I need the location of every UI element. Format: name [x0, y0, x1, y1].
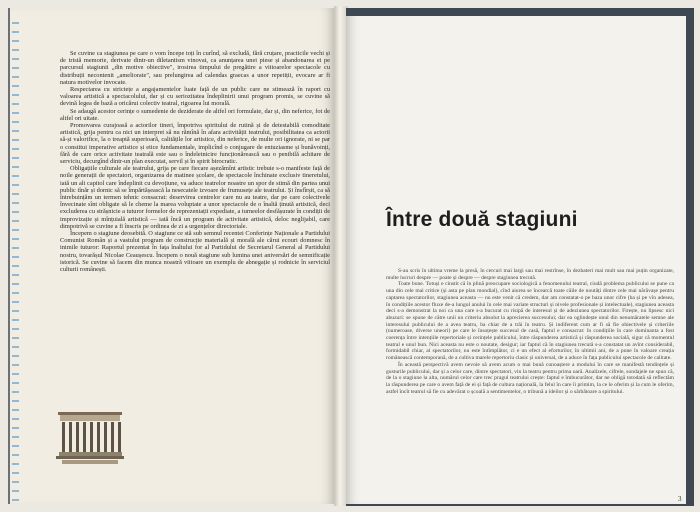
left-paragraph: Obligațiile culturale ale teatrului, grija pe care fiecare așezămînt artistic trebuie s-o manifeste față de noile generații de spectatori, organizarea de matinee școlare, de spectacole închinate exclusiv tineretului, iată un alt capitol care îndeplinit cu devoțiune, va aduce teatrelor noastre un spor de stimă din partea unui public tînăr și dornic să se împărtășească la nesecatele izvoare de frumusețe ale teatrului. Și însfîrșit, ca să întrebuințăm un termen tehnic consacrat: deservirea centrelor care nu au teatre, dar pe care colectivele învecinate sînt obligate să le cheme la marea voluptate a unor spectacole de o înaltă ținută artistică, deci excluderea cu strășnicie a tuturor formelor de reprezentații expediate, a turneelor desfășurate în condiții de improvizație și mînțuială artistică — iată încă un program de activitate artistică, deloc neglijabil, care dimpotrivă se cuvine a fi înscris pe ordinea de zi a urgențelor directoriale.: [60, 165, 331, 230]
right-paragraph: În această perspectivă avem nevoie să avem acum o mai bună cunoaștere a modului în care se manifestă tendințele și gusturile publicului, dar și a celor care, dintre spectatori, vin la teatru pentru prima oară. Analizele, cifrele, sondajele ne spun că, de la o stagiune la alta, numărul celor care trec pragul teatrului crește: faptul e îmbucurător, dar ne obligă totodată să reflectăm la răspunderea pe care o avem față de ei și față de cultura națională, la felul în care îi primim, la ce le oferim și la cum le oferim, astfel încît teatrul să fie cu adevărat o școală a sentimentelor, o tribună a ideilor și o sărbătoare a spiritului.: [386, 361, 674, 395]
binding-margin: [12, 22, 19, 502]
right-page: [346, 8, 686, 504]
left-paragraph: Se adaugă acestor cerințe o sumedenie de deziderate de altfel ori formulate, dar și, din neferice, fot de altfel ori uitate.: [60, 107, 330, 122]
right-paragraph: S-au scris în ultima vreme la presă, în cercuri mai largi sau mai restrînse, în dezbateri mai mult sau mai puțin organizate, multe lucruri despre — poate și despre — despre stagiunea trecută.: [386, 268, 674, 281]
left-page: [8, 8, 336, 504]
left-page-body: [60, 50, 330, 273]
right-paragraph: Toate bune. Totuși e cinstit că în plină preocupare sociologică a fenomenului teatral, ciudă problema publicului se pune ca una din cele mai critice (și asta pe plan mondial), cînd aiurea se încearcă toate căile de noutăți dintre cele mai nărăvașe pentru captarea spectatorilor, stagiunea aceasta — nu este venit că credem, dar am constatat-o pe baza unor cifre (ba și pe vîn adesea, în condițiile acestor fluxe de-a lungul anului în cele mai variate structuri și nivele profesionale și intelectuale), stagiunea aceasta deci s-a demonstrat la noi ca una care s-a bucurat cu risipă de interesul și de adeziunea spectatorilor. Firește, nu lipsesc nici abuzuri: se spune de către unii un criteriu absolut la aprecierea succesului; dar ea oglindește unul din nenumăratele semne ale interesului publicului de a avea teatru, ba chiar de a trăi în teatru. Și indiferent cum ar fi să fie obiectivele și criteriile (numeroase, diverse uneori) pe care le însoțește succesul de casă, faptul e consacrat: în condițiile în care dominanta a fost coerența între intențiile repertoriale și cerințele publicului, între răspunderea artistică și răspunderea socială, sigur că momentul teatral e unul bun. Nici aceasta nu este o noutate, desigur; iar faptul că în stagiunea trecută s-a constatat un avînt considerabil, formidabil chiar, al spectatorilor, nu este întîmplător, ci e un efect al eforturilor, în ultimii ani, de a pune în valoare creația românească contemporană, de a cultiva marele repertoriu clasic și universal, de a aduce în fața publicului spectacole de calitate.: [386, 281, 674, 362]
left-paragraph: Promovarea curajoasă a actorilor tineri, împotriva spiritului de rutină și de detestabilă comoditate artistică, grija pentru ca nici un interpret să nu rămînă în afara activității teatrului, posibilitatea ca actorii să-și valorifice, la o treaptă superioară, calitățile lor artistice, din neferice, de multe ori ignorate, ni se par o constitui imperative artistice și etice fundamentale, implicînd o conjugare de entuziasme și bunăvoinți, fără de care orice activitate teatrală este sau o îndeletnicire funcționărească sau o penibilă achitare de serviciu, decurgînd dintr-un plan executat, servil și în spirit birocratic.: [60, 122, 330, 166]
left-paragraph: Începem o stagiune deosebită. O stagiune ce stă sub semnul recentei Conferințe Naționale a Partidului Comunist Român și a vastului program de construcție materială și morală ale cărui ecouri domnesc în inimile tuturor: Raportul prezentat în fața înaltului for al Partidului de Secretarul General al Partidului nostru, tovarășul Nicolae Ceaușescu. Începem o nouă stagiune sub lumina unei aniversări de semnificație istorică. Se cuvine să facem din munca noastră viitoare un exemplu de abnegație și rodnicie în serviciul culturii românești.: [60, 230, 330, 274]
cover-band: [346, 8, 686, 16]
article-title: Între două stagiuni: [386, 208, 578, 231]
left-paragraph: Respectarea cu strictețe a angajamentelor luate față de un public care ne stimează în raport cu valoarea artistică a spectacolului, dar și cu seriozitatea îndeplinirii unui program promis, se cuvine să devină legea de bază a oricărui colectiv teatral, rigoarea lui morală.: [60, 86, 330, 108]
theater-building-illustration: [56, 408, 124, 468]
right-page-body: [386, 268, 674, 395]
left-paragraph: Se cuvine ca stagiunea pe care o vom începe toți în curînd, să excludă, fără cruțare, practicile vechi și de tristă memorie, derivate dintr-un diletantism vinovat, ca anunțarea unei piese și abandonarea ei pe parcursul stagiunii „din motive obiective", irosirea timpului de pregătire a viitoarelor spectacole cu distribuții necontenit „ameliorate", sau prelungirea ad calendas graecas a unor repetiții, evocare ar fi natura motivelor invocate.: [60, 50, 330, 86]
page-number: 3: [678, 495, 682, 503]
